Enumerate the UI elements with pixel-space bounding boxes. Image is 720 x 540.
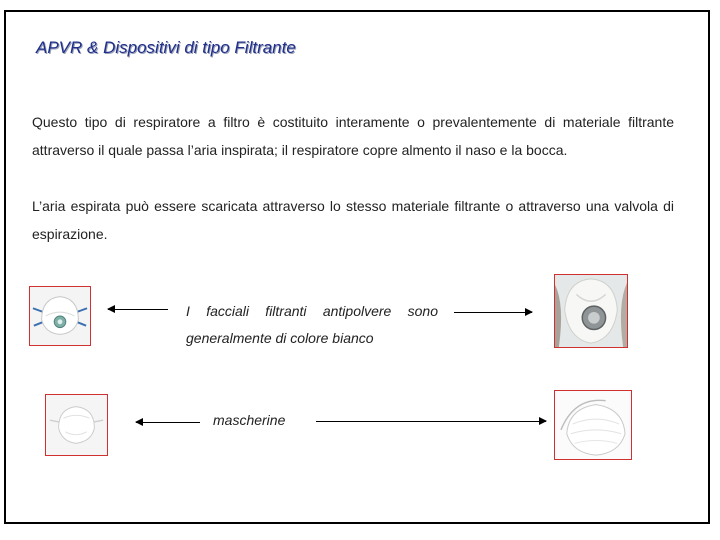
- dust-mask-image: [45, 394, 108, 456]
- caption-line-2: generalmente di colore bianco: [186, 330, 374, 346]
- caption-facciali-filtranti: [186, 298, 438, 352]
- arrow-left-to-mascherina: [136, 422, 200, 423]
- mask-with-valve-closeup-image: [554, 274, 628, 348]
- arrow-right-to-mascherina: [316, 421, 546, 422]
- slide-title: APVR & Dispositivi di tipo Filtrante: [36, 38, 296, 57]
- arrow-right-to-mask: [454, 312, 532, 313]
- paragraph-exhalation: L’aria espirata può essere scaricata attraverso lo stesso materiale filtrante o attraverso una valvola di espirazione.: [32, 198, 674, 242]
- white-dust-mask-image: [554, 390, 632, 460]
- arrow-left-to-mask: [108, 309, 168, 310]
- caption-line-1: I facciali filtranti antipolvere sono: [186, 303, 438, 319]
- mask-with-valve-image: [29, 286, 91, 346]
- paragraph-description: Questo tipo di respiratore a filtro è costituito interamente o prevalentemente di materiale filtrante attraverso il quale passa l’aria inspirata; il respiratore copre almento il naso e la bocca.: [32, 114, 674, 158]
- caption-mascherine: mascherine: [213, 412, 286, 428]
